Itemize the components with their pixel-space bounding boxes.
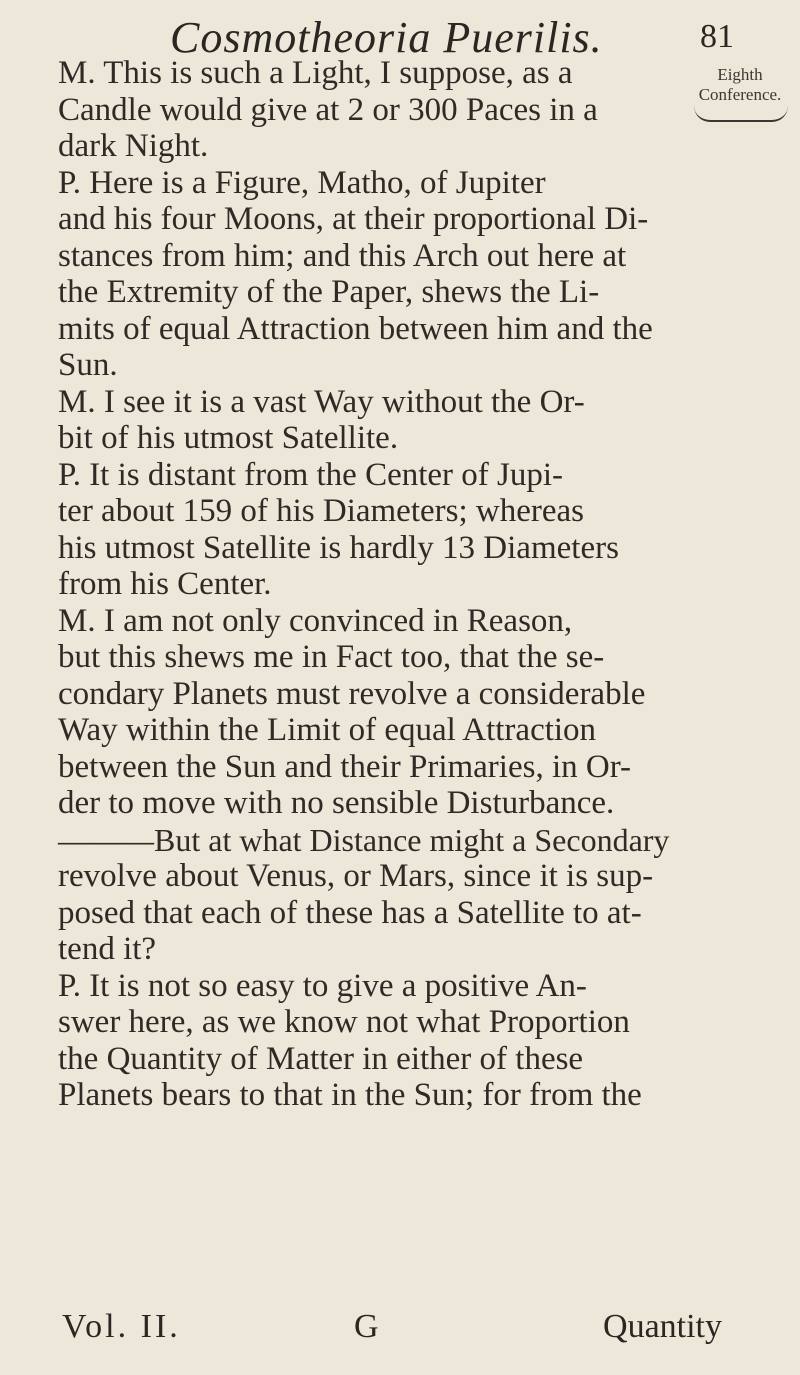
text-line: Candle would give at 2 or 300 Paces in a: [58, 91, 598, 128]
signature-mark: G: [354, 1308, 379, 1345]
text-line: der to move with no sensible Disturbance.: [58, 785, 615, 821]
margin-brace: [694, 106, 788, 122]
text-line: Sun.: [58, 347, 118, 383]
text-line: revolve about Venus, or Mars, since it is sup-: [58, 858, 654, 894]
text-line: tend it?: [58, 931, 157, 967]
catchword: Quantity: [603, 1308, 722, 1345]
text-line: and his four Moons, at their proportional Di-: [58, 201, 649, 237]
text-line: M. I see it is a vast Way without the Or-: [58, 383, 585, 420]
margin-note-line-1: Eighth: [717, 65, 763, 84]
text-line: M. This is such a Light, I suppose, as a: [58, 55, 573, 91]
text-line: posed that each of these has a Satellite to at-: [58, 894, 642, 931]
margin-note: [690, 65, 790, 105]
text-line: from his Center.: [58, 566, 272, 602]
text-line: ter about 159 of his Diameters; whereas: [58, 493, 585, 529]
text-line: Way within the Limit of equal Attraction: [58, 712, 597, 748]
text-line: between the Sun and their Primaries, in Or-: [58, 748, 632, 785]
text-line: M. I am not only convinced in Reason,: [58, 602, 573, 639]
text-line: condary Planets must revolve a considerable: [58, 675, 646, 712]
volume-label: Vol. II.: [62, 1308, 181, 1345]
text-line: mits of equal Attraction between him and the: [58, 310, 653, 347]
body-text: [58, 55, 678, 1114]
text-line: P. Here is a Figure, Matho, of Jupiter: [58, 164, 546, 201]
margin-note-line-2: Conference.: [698, 85, 782, 104]
text-line: P. It is not so easy to give a positive An-: [58, 967, 587, 1004]
text-line: ———But at what Distance might a Secondary: [58, 821, 670, 858]
text-line: the Quantity of Matter in either of these: [58, 1040, 584, 1077]
text-line: Planets bears to that in the Sun; for from the: [58, 1077, 642, 1113]
text-line: bit of his utmost Satellite.: [58, 420, 399, 456]
page-footer: [62, 1308, 722, 1348]
text-line: the Extremity of the Paper, shews the Li-: [58, 274, 600, 310]
text-line: swer here, as we know not what Proportion: [58, 1004, 630, 1040]
text-line: his utmost Satellite is hardly 13 Diameters: [58, 529, 619, 566]
text-line: dark Night.: [58, 128, 209, 164]
running-title: Cosmotheoria Puerilis.: [170, 13, 603, 62]
text-line: P. It is distant from the Center of Jupi-: [58, 456, 564, 493]
text-line: stances from him; and this Arch out here at: [58, 237, 627, 274]
page-number: 81: [700, 18, 734, 55]
text-line: but this shews me in Fact too, that the se-: [58, 639, 605, 675]
